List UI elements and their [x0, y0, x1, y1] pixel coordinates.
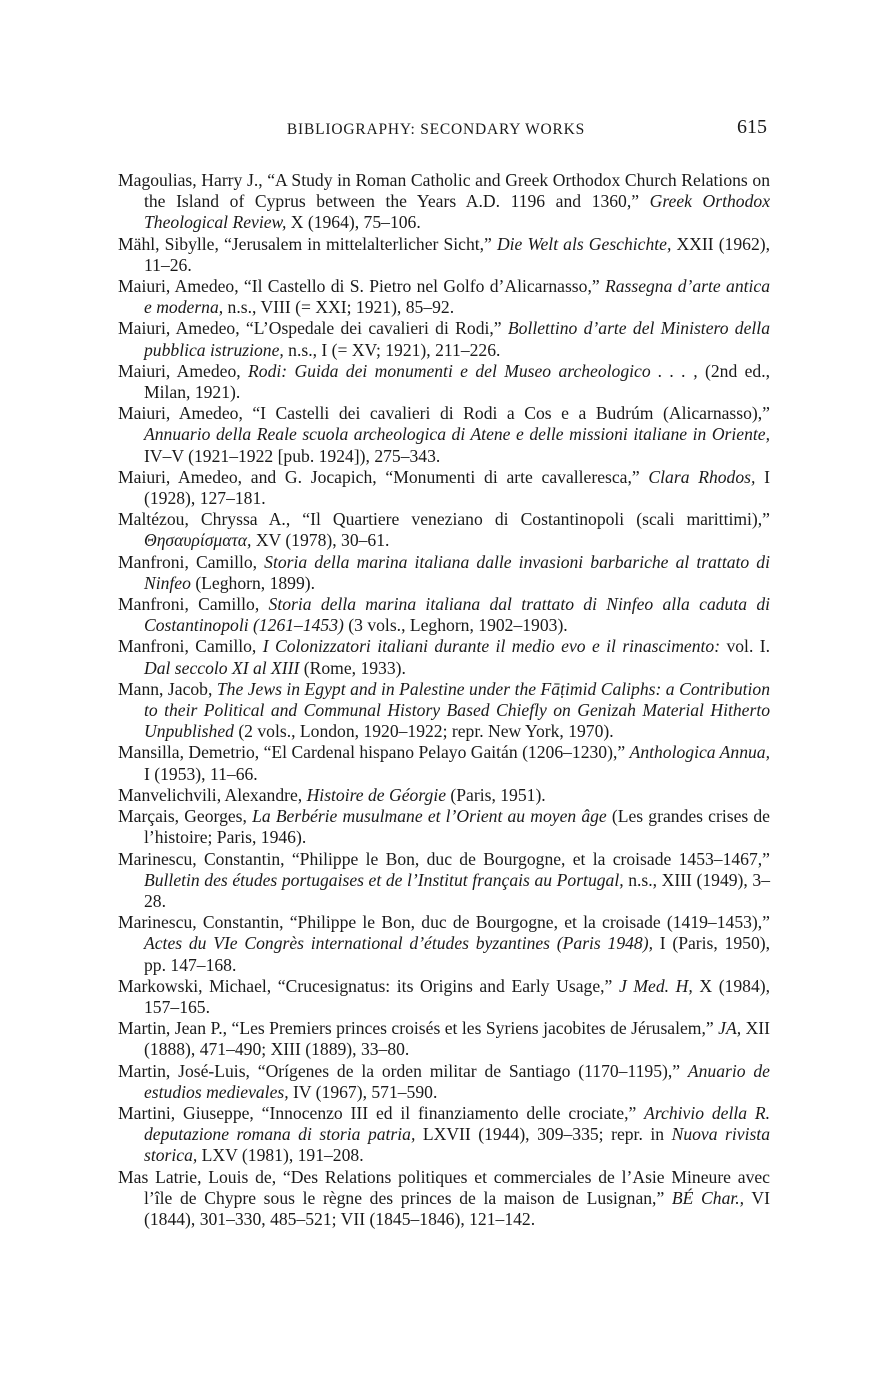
- entry-text: (Paris, 1951).: [446, 784, 546, 805]
- entry-text: Mähl, Sibylle, “Jerusalem in mittelalterlicher Sicht,”: [118, 233, 497, 254]
- entry-text: Martin, José-Luis, “Orígenes de la orden militar de Santiago (1170–1195),”: [118, 1060, 688, 1081]
- entry-text: (2nd ed., Milan, 1921).: [144, 360, 770, 403]
- entry-text: Maiuri, Amedeo, “L’Ospedale dei cavalieri di Rodi,”: [118, 318, 508, 339]
- entry-title-italic: Nuova rivista storica,: [144, 1124, 770, 1166]
- bibliography-entry: [118, 403, 770, 467]
- entry-title-italic: JA,: [718, 1018, 742, 1039]
- bibliography-entry: [118, 170, 770, 234]
- entry-title-italic: La Berbérie musulmane et l’Orient au moyen âge: [252, 806, 607, 827]
- bibliography-entry: [118, 1018, 770, 1060]
- entry-text: (Les grandes crises de l’histoire; Paris, 1946).: [144, 806, 770, 848]
- entry-title-italic: Histoire de Géorgie: [306, 784, 447, 805]
- entry-text: LXVII (1944), 309–335; repr. in: [415, 1124, 672, 1145]
- entry-text: Martini, Giuseppe, “Innocenzo III ed il finanziamento delle crociate,”: [118, 1102, 645, 1123]
- entry-text: n.s., VIII (= XXI; 1921), 85–92.: [223, 297, 455, 318]
- entry-title-italic: Clara Rhodos,: [648, 466, 756, 487]
- running-header: BIBLIOGRAPHY: SECONDARY WORKS: [286, 121, 586, 138]
- entry-text: (Leghorn, 1899).: [190, 572, 316, 593]
- bibliography-entry: [118, 806, 770, 848]
- entry-text: Manvelichvili, Alexandre,: [118, 784, 307, 805]
- bibliography-entry: [118, 1103, 770, 1167]
- bibliography-entry: [118, 976, 770, 1018]
- entry-text: X (1984), 157–165.: [144, 975, 771, 1017]
- entry-text: Mas Latrie, Louis de, “Des Relations politiques et commerciales de l’Asie Mineure avec l’île de Chypre sous le règne des princes de la maison de Lusignan,”: [118, 1166, 770, 1208]
- entry-text: (Rome, 1933).: [299, 657, 406, 678]
- entry-text: Martin, Jean P., “Les Premiers princes croisés et les Syriens jacobites de Jérusalem,”: [118, 1018, 719, 1039]
- entry-text: n.s., XIII (1949), 3–28.: [144, 869, 770, 911]
- entry-text: Marinescu, Constantin, “Philippe le Bon, duc de Bourgogne, et la croisade (1419–1453),”: [118, 912, 770, 933]
- entry-text: IV–V (1921–1922 [pub. 1924]), 275–343.: [144, 445, 441, 466]
- entry-text: IV (1967), 571–590.: [288, 1081, 438, 1102]
- bibliography-entry: [118, 467, 770, 509]
- entry-text: Mansilla, Demetrio, “El Cardenal hispano Pelayo Gaitán (1206–1230),”: [118, 742, 630, 763]
- entry-title-italic: Θησαυρίσματα,: [144, 530, 252, 551]
- entry-text: VI (1844), 301–330, 485–521; VII (1845–1846), 121–142.: [144, 1187, 770, 1229]
- entry-title-italic: Die Welt als Geschichte,: [496, 233, 672, 254]
- entry-title-italic: I Colonizzatori italiani durante il medio evo e il rinascimento:: [262, 636, 721, 657]
- entry-title-italic: Bulletin des études portugaises et de l’Institut français au Portugal,: [144, 869, 624, 890]
- bibliography-entry: [118, 361, 770, 403]
- bibliography-entry: [118, 1167, 770, 1231]
- bibliography-list: [118, 170, 770, 1230]
- entry-text: Markowski, Michael, “Crucesignatus: its Origins and Early Usage,”: [118, 975, 619, 996]
- entry-text: XXII (1962), 11–26.: [144, 233, 771, 275]
- entry-title-italic: Storia della marina italiana dalle invasioni barbariche al trattato di Ninfeo: [144, 551, 770, 593]
- entry-text: Marinescu, Constantin, “Philippe le Bon, duc de Bourgogne, et la croisade 1453–1467,”: [118, 848, 770, 869]
- entry-text: LXV (1981), 191–208.: [197, 1145, 364, 1166]
- bibliography-entry: [118, 785, 770, 806]
- bibliography-entry: [118, 234, 770, 276]
- entry-text: Maltézou, Chryssa A., “Il Quartiere veneziano di Costantinopoli (scali marittimi),”: [118, 509, 770, 530]
- entry-text: (2 vols., London, 1920–1922; repr. New York, 1970).: [233, 721, 614, 742]
- entry-text: Magoulias, Harry J., “A Study in Roman Catholic and Greek Orthodox Church Relations on the Island of Cyprus between the Years A.D. 1196 and 1360,”: [118, 170, 770, 212]
- bibliography-entry: [118, 509, 770, 551]
- bibliography-entry: [118, 636, 770, 678]
- entry-title-italic: Greek Orthodox Theological Review,: [144, 191, 770, 233]
- entry-text: vol. I.: [720, 636, 770, 657]
- bibliography-entry: [118, 742, 770, 784]
- entry-text: I (Paris, 1950), pp. 147–168.: [144, 933, 771, 975]
- bibliography-entry: [118, 679, 770, 743]
- entry-text: Maiuri, Amedeo, “I Castelli dei cavalieri di Rodi a Cos e a Budrúm (Alicarnasso),”: [118, 403, 770, 424]
- entry-title-italic: Rodi: Guida dei monumenti e del Museo archeologico . . . ,: [248, 360, 698, 381]
- entry-text: Manfroni, Camillo,: [118, 636, 263, 657]
- entry-title-italic: Bollettino d’arte del Ministero della pubblica istruzione,: [144, 318, 770, 360]
- entry-title-italic: Storia della marina italiana dal trattato di Ninfeo alla caduta di Costantinopoli (1261–1453): [144, 594, 771, 636]
- entry-text: n.s., I (= XV; 1921), 211–226.: [283, 339, 501, 360]
- entry-text: XII (1888), 471–490; XIII (1889), 33–80.: [144, 1018, 770, 1060]
- entry-title-italic: J Med. H,: [618, 975, 693, 996]
- entry-title-italic: Annuario della Reale scuola archeologica di Atene e delle missioni italiane in Oriente,: [144, 424, 770, 445]
- entry-title-italic: BÉ Char.,: [671, 1187, 745, 1208]
- bibliography-entry: [118, 1061, 770, 1103]
- page-number: 615: [737, 116, 767, 138]
- bibliography-entry: [118, 552, 770, 594]
- bibliography-entry: [118, 318, 770, 360]
- entry-title-italic: The Jews in Egypt and in Palestine under the Fāṭimid Caliphs: a Contribution to their Political and Communal History Based Chiefly on Genizah Material Hitherto Unpublished: [144, 678, 770, 742]
- entry-text: Maiuri, Amedeo, and G. Jocapich, “Monumenti di arte cavalleresca,”: [118, 466, 649, 487]
- entry-text: X (1964), 75–106.: [286, 212, 421, 233]
- bibliography-entry: [118, 849, 770, 913]
- entry-title-italic: Anthologica Annua,: [629, 742, 770, 763]
- entry-text: I (1953), 11–66.: [144, 763, 258, 784]
- entry-text: (3 vols., Leghorn, 1902–1903).: [343, 615, 568, 636]
- entry-text: Marçais, Georges,: [118, 806, 253, 827]
- entry-title-italic: Anuario de estudios medievales,: [144, 1060, 770, 1102]
- entry-text: Maiuri, Amedeo, “Il Castello di S. Pietro nel Golfo d’Alicarnasso,”: [118, 276, 605, 297]
- entry-text: Manfroni, Camillo,: [118, 551, 265, 572]
- entry-text: Manfroni, Camillo,: [118, 594, 269, 615]
- entry-text: Mann, Jacob,: [118, 678, 217, 699]
- bibliography-entry: [118, 594, 770, 636]
- bibliography-entry: [118, 912, 770, 976]
- entry-text: Maiuri, Amedeo,: [118, 360, 249, 381]
- entry-title-italic: Dal seccolo XI al XIII: [144, 657, 300, 678]
- entry-text: XV (1978), 30–61.: [251, 530, 390, 551]
- bibliography-entry: [118, 276, 770, 318]
- entry-title-italic: Rassegna d’arte antica e moderna,: [144, 276, 770, 318]
- entry-title-italic: Archivio della R. deputazione romana di storia patria,: [144, 1102, 770, 1145]
- entry-text: I (1928), 127–181.: [144, 466, 770, 509]
- entry-title-italic: Actes du VIe Congrès international d’études byzantines (Paris 1948),: [144, 933, 653, 954]
